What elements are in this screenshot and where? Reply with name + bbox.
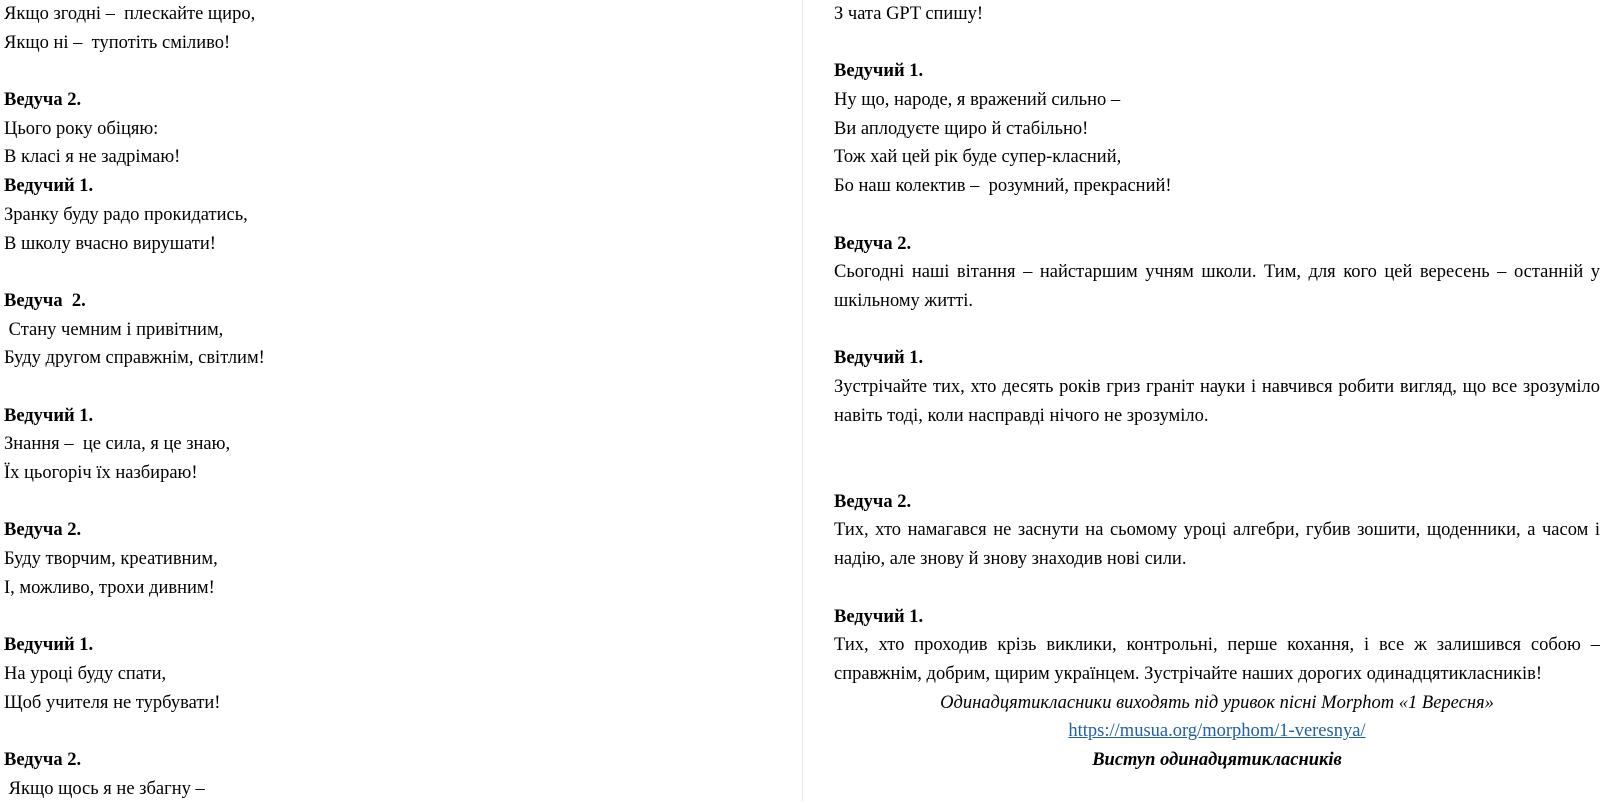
column-divider: [802, 0, 803, 801]
speaker-label: Ведуча 2.: [4, 749, 82, 770]
speaker-label: Ведучий 1.: [834, 61, 924, 82]
verse-line: Їх цьогоріч їх назбираю!: [4, 463, 198, 483]
right-column: [834, 0, 1600, 775]
blank-line: [834, 29, 1600, 58]
verse-line: Якщо щось я не збагну –: [4, 778, 205, 799]
speaker-label: Ведуча 2.: [834, 491, 912, 512]
paragraph: Тих, хто проходив крізь виклики, контрольні, перше кохання, і все ж залишився собою – справжнім, добрим, щирим українцем. Зустрічайте наших дорогих одинадцятикласників!: [834, 635, 1600, 684]
verse-line: Стану чемним і привітним,: [4, 319, 224, 340]
verse-line: Буду другом справжнім, світлим!: [4, 348, 265, 369]
verse-line: Якщо згодні – плескайте щиро,: [4, 4, 256, 24]
verse-line: І, можливо, трохи дивним!: [4, 577, 215, 598]
speaker-label: Ведучий 1.: [834, 606, 924, 627]
verse-line: Щоб учителя не турбувати!: [4, 692, 221, 713]
song-link[interactable]: https://musua.org/morphom/1-veresnya/: [1068, 721, 1366, 742]
verse-line: Буду творчим, креативним,: [4, 549, 218, 570]
verse-line: В школу вчасно вирушати!: [4, 233, 216, 254]
verse-line: Зранку буду радо прокидатись,: [4, 204, 248, 225]
speaker-label: Ведучий 1.: [4, 405, 94, 426]
link-line: [834, 717, 1600, 746]
blank-line: [834, 459, 1600, 488]
speaker-label: Ведуча 2.: [4, 520, 82, 541]
verse-line: Бо наш колектив – розумний, прекрасний!: [834, 176, 1172, 197]
paragraph: Тих, хто намагався не заснути на сьомому уроці алгебри, губив зошити, щоденники, а часом і надію, але знову й знову знаходив нові сили.: [834, 520, 1600, 570]
verse-line: На уроці буду спати,: [4, 663, 167, 684]
blank-line: [4, 57, 784, 86]
speaker-label: Ведучий 1.: [4, 176, 94, 197]
verse-line: В класі я не задрімаю!: [4, 147, 181, 168]
verse-line: З чата GPT спишу!: [834, 4, 983, 24]
blank-line: [834, 201, 1600, 230]
verse-line: Знання – це сила, я це знаю,: [4, 434, 231, 455]
stage-direction: Одинадцятикласники виходять під уривок пісні Morphom «1 Вересня»: [940, 692, 1494, 713]
verse-line: Ви аплодуєте щиро й стабільно!: [834, 118, 1089, 139]
blank-line: [4, 602, 784, 631]
blank-line: [4, 717, 784, 746]
blank-line: [4, 373, 784, 402]
paragraph: Сьогодні наші вітання – найстаршим учням школи. Тим, для кого цей вересень – останній у шкільному житті.: [834, 262, 1600, 311]
blank-line: [4, 488, 784, 517]
speaker-label: Ведуча 2.: [4, 90, 82, 111]
speaker-label: Ведуча 2.: [834, 233, 912, 254]
blank-line: [834, 574, 1600, 603]
verse-line: Тож хай цей рік буде супер-класний,: [834, 147, 1122, 168]
speaker-label: Ведучий 1.: [834, 348, 924, 369]
left-column: [4, 0, 784, 803]
blank-line: [834, 430, 1600, 459]
verse-line: Цього року обіцяю:: [4, 118, 159, 139]
paragraph: Зустрічайте тих, хто десять років гриз граніт науки і навчився робити вигляд, що все зрозуміло навіть тоді, коли насправді нічого не зрозуміло.: [834, 376, 1600, 426]
performance-heading: Виступ одинадцятикласників: [1092, 750, 1342, 770]
speaker-label: Ведуча 2.: [4, 290, 86, 311]
blank-line: [834, 316, 1600, 345]
speaker-label: Ведучий 1.: [4, 635, 94, 656]
verse-line: Ну що, народе, я вражений сильно –: [834, 90, 1121, 111]
blank-line: [4, 258, 784, 287]
verse-line: Якщо ні – тупотіть сміливо!: [4, 32, 231, 53]
